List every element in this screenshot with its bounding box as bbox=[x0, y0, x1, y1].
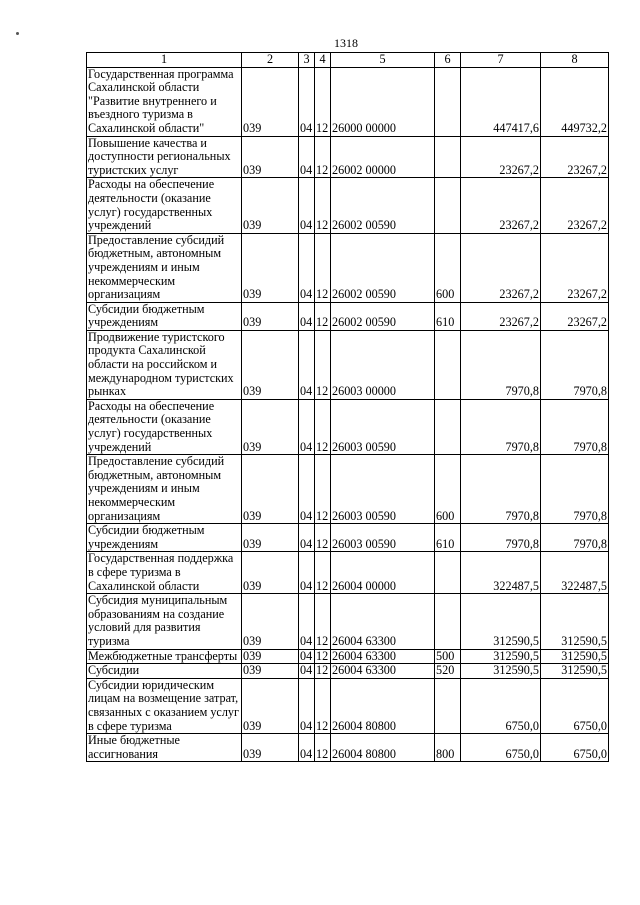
amount-2-cell: 449732,2 bbox=[541, 67, 609, 136]
table-row bbox=[87, 399, 609, 454]
amount-2-cell: 6750,0 bbox=[541, 678, 609, 733]
subsection-code-cell: 12 bbox=[315, 524, 331, 552]
admin-code-cell: 039 bbox=[242, 330, 299, 399]
amount-2-cell: 7970,8 bbox=[541, 455, 609, 524]
target-article-cell: 26002 00590 bbox=[331, 178, 435, 233]
column-header-1: 1 bbox=[87, 53, 242, 68]
table-row bbox=[87, 649, 609, 664]
admin-code-cell: 039 bbox=[242, 552, 299, 594]
subsection-code-cell: 12 bbox=[315, 302, 331, 330]
budget-table bbox=[86, 52, 609, 762]
amount-1-cell: 6750,0 bbox=[461, 734, 541, 762]
row-name-cell: Государственная поддержка в сфере туризма в Сахалинской области bbox=[87, 552, 242, 594]
section-code-cell: 04 bbox=[299, 524, 315, 552]
amount-1-cell: 7970,8 bbox=[461, 455, 541, 524]
admin-code-cell: 039 bbox=[242, 399, 299, 454]
subsection-code-cell: 12 bbox=[315, 67, 331, 136]
target-article-cell: 26003 00590 bbox=[331, 399, 435, 454]
table-row bbox=[87, 67, 609, 136]
target-article-cell: 26000 00000 bbox=[331, 67, 435, 136]
admin-code-cell: 039 bbox=[242, 734, 299, 762]
amount-2-cell: 23267,2 bbox=[541, 178, 609, 233]
row-name-cell: Продвижение туристского продукта Сахалинской области на российском и международном туристских рынках bbox=[87, 330, 242, 399]
expense-type-cell: 600 bbox=[435, 455, 461, 524]
target-article-cell: 26004 80800 bbox=[331, 678, 435, 733]
expense-type-cell: 610 bbox=[435, 302, 461, 330]
section-code-cell: 04 bbox=[299, 649, 315, 664]
table-row bbox=[87, 330, 609, 399]
amount-1-cell: 447417,6 bbox=[461, 67, 541, 136]
subsection-code-cell: 12 bbox=[315, 734, 331, 762]
subsection-code-cell: 12 bbox=[315, 136, 331, 178]
expense-type-cell bbox=[435, 178, 461, 233]
column-header-3: 3 bbox=[299, 53, 315, 68]
section-code-cell: 04 bbox=[299, 178, 315, 233]
expense-type-cell bbox=[435, 594, 461, 649]
row-name-cell: Субсидии бюджетным учреждениям bbox=[87, 524, 242, 552]
target-article-cell: 26004 80800 bbox=[331, 734, 435, 762]
row-name-cell: Расходы на обеспечение деятельности (оказание услуг) государственных учреждений bbox=[87, 178, 242, 233]
subsection-code-cell: 12 bbox=[315, 399, 331, 454]
amount-1-cell: 6750,0 bbox=[461, 678, 541, 733]
table-row bbox=[87, 552, 609, 594]
amount-1-cell: 322487,5 bbox=[461, 552, 541, 594]
amount-2-cell: 23267,2 bbox=[541, 233, 609, 302]
amount-1-cell: 23267,2 bbox=[461, 302, 541, 330]
target-article-cell: 26002 00000 bbox=[331, 136, 435, 178]
column-numbers-row bbox=[87, 53, 609, 68]
expense-type-cell: 610 bbox=[435, 524, 461, 552]
column-header-8: 8 bbox=[541, 53, 609, 68]
subsection-code-cell: 12 bbox=[315, 552, 331, 594]
expense-type-cell bbox=[435, 678, 461, 733]
subsection-code-cell: 12 bbox=[315, 678, 331, 733]
admin-code-cell: 039 bbox=[242, 455, 299, 524]
expense-type-cell: 600 bbox=[435, 233, 461, 302]
amount-2-cell: 322487,5 bbox=[541, 552, 609, 594]
table-row bbox=[87, 302, 609, 330]
admin-code-cell: 039 bbox=[242, 524, 299, 552]
section-code-cell: 04 bbox=[299, 330, 315, 399]
section-code-cell: 04 bbox=[299, 136, 315, 178]
subsection-code-cell: 12 bbox=[315, 455, 331, 524]
amount-1-cell: 23267,2 bbox=[461, 136, 541, 178]
section-code-cell: 04 bbox=[299, 678, 315, 733]
section-code-cell: 04 bbox=[299, 233, 315, 302]
expense-type-cell bbox=[435, 330, 461, 399]
target-article-cell: 26004 63300 bbox=[331, 594, 435, 649]
section-code-cell: 04 bbox=[299, 734, 315, 762]
amount-1-cell: 23267,2 bbox=[461, 233, 541, 302]
table-row bbox=[87, 455, 609, 524]
row-name-cell: Расходы на обеспечение деятельности (оказание услуг) государственных учреждений bbox=[87, 399, 242, 454]
admin-code-cell: 039 bbox=[242, 136, 299, 178]
target-article-cell: 26004 63300 bbox=[331, 649, 435, 664]
section-code-cell: 04 bbox=[299, 594, 315, 649]
amount-2-cell: 23267,2 bbox=[541, 136, 609, 178]
amount-1-cell: 312590,5 bbox=[461, 649, 541, 664]
subsection-code-cell: 12 bbox=[315, 330, 331, 399]
page-number: 1318 bbox=[334, 36, 358, 50]
expense-type-cell: 800 bbox=[435, 734, 461, 762]
row-name-cell: Повышение качества и доступности региональных туристских услуг bbox=[87, 136, 242, 178]
row-name-cell: Предоставление субсидий бюджетным, автономным учреждениям и иным некоммерческим организациям bbox=[87, 233, 242, 302]
expense-type-cell bbox=[435, 67, 461, 136]
target-article-cell: 26002 00590 bbox=[331, 233, 435, 302]
row-name-cell: Субсидия муниципальным образованиям на создание условий для развития туризма bbox=[87, 594, 242, 649]
amount-2-cell: 7970,8 bbox=[541, 524, 609, 552]
table-row bbox=[87, 178, 609, 233]
expense-type-cell: 520 bbox=[435, 664, 461, 679]
admin-code-cell: 039 bbox=[242, 233, 299, 302]
section-code-cell: 04 bbox=[299, 552, 315, 594]
subsection-code-cell: 12 bbox=[315, 649, 331, 664]
column-header-7: 7 bbox=[461, 53, 541, 68]
target-article-cell: 26003 00590 bbox=[331, 455, 435, 524]
section-code-cell: 04 bbox=[299, 664, 315, 679]
expense-type-cell bbox=[435, 136, 461, 178]
row-name-cell: Иные бюджетные ассигнования bbox=[87, 734, 242, 762]
expense-type-cell: 500 bbox=[435, 649, 461, 664]
subsection-code-cell: 12 bbox=[315, 664, 331, 679]
column-header-5: 5 bbox=[331, 53, 435, 68]
column-header-6: 6 bbox=[435, 53, 461, 68]
admin-code-cell: 039 bbox=[242, 67, 299, 136]
amount-2-cell: 312590,5 bbox=[541, 649, 609, 664]
row-name-cell: Субсидии бюджетным учреждениям bbox=[87, 302, 242, 330]
column-header-2: 2 bbox=[242, 53, 299, 68]
table-row bbox=[87, 233, 609, 302]
target-article-cell: 26002 00590 bbox=[331, 302, 435, 330]
column-header-4: 4 bbox=[315, 53, 331, 68]
section-code-cell: 04 bbox=[299, 399, 315, 454]
admin-code-cell: 039 bbox=[242, 178, 299, 233]
amount-2-cell: 312590,5 bbox=[541, 664, 609, 679]
amount-2-cell: 7970,8 bbox=[541, 399, 609, 454]
amount-2-cell: 23267,2 bbox=[541, 302, 609, 330]
admin-code-cell: 039 bbox=[242, 594, 299, 649]
admin-code-cell: 039 bbox=[242, 664, 299, 679]
row-name-cell: Субсидии bbox=[87, 664, 242, 679]
expense-type-cell bbox=[435, 399, 461, 454]
amount-1-cell: 312590,5 bbox=[461, 664, 541, 679]
section-code-cell: 04 bbox=[299, 455, 315, 524]
row-name-cell: Государственная программа Сахалинской области "Развитие внутреннего и въездного туризма в Сахалинской области" bbox=[87, 67, 242, 136]
table-row bbox=[87, 136, 609, 178]
table-body bbox=[87, 67, 609, 762]
subsection-code-cell: 12 bbox=[315, 178, 331, 233]
table-row bbox=[87, 524, 609, 552]
amount-2-cell: 312590,5 bbox=[541, 594, 609, 649]
target-article-cell: 26003 00000 bbox=[331, 330, 435, 399]
scan-speck bbox=[16, 32, 19, 35]
row-name-cell: Межбюджетные трансферты bbox=[87, 649, 242, 664]
expense-type-cell bbox=[435, 552, 461, 594]
subsection-code-cell: 12 bbox=[315, 594, 331, 649]
admin-code-cell: 039 bbox=[242, 678, 299, 733]
amount-1-cell: 312590,5 bbox=[461, 594, 541, 649]
target-article-cell: 26004 00000 bbox=[331, 552, 435, 594]
amount-1-cell: 7970,8 bbox=[461, 330, 541, 399]
amount-2-cell: 6750,0 bbox=[541, 734, 609, 762]
target-article-cell: 26004 63300 bbox=[331, 664, 435, 679]
table-row bbox=[87, 734, 609, 762]
table-row bbox=[87, 594, 609, 649]
admin-code-cell: 039 bbox=[242, 302, 299, 330]
target-article-cell: 26003 00590 bbox=[331, 524, 435, 552]
subsection-code-cell: 12 bbox=[315, 233, 331, 302]
amount-1-cell: 23267,2 bbox=[461, 178, 541, 233]
admin-code-cell: 039 bbox=[242, 649, 299, 664]
amount-1-cell: 7970,8 bbox=[461, 399, 541, 454]
row-name-cell: Субсидии юридическим лицам на возмещение затрат, связанных с оказанием услуг в сфере туризма bbox=[87, 678, 242, 733]
row-name-cell: Предоставление субсидий бюджетным, автономным учреждениям и иным некоммерческим организациям bbox=[87, 455, 242, 524]
amount-1-cell: 7970,8 bbox=[461, 524, 541, 552]
table-row bbox=[87, 664, 609, 679]
section-code-cell: 04 bbox=[299, 67, 315, 136]
amount-2-cell: 7970,8 bbox=[541, 330, 609, 399]
table-row bbox=[87, 678, 609, 733]
section-code-cell: 04 bbox=[299, 302, 315, 330]
